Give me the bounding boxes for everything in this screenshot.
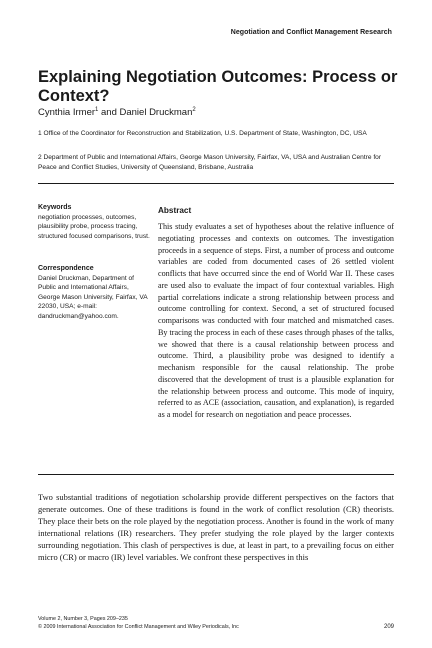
author-conjunction: and: [98, 107, 120, 118]
footer-volume: Volume 2, Number 3, Pages 209–235: [38, 616, 128, 622]
author-superscript: 1: [95, 107, 99, 113]
author-name: Daniel Druckman: [119, 107, 193, 118]
divider-top: [38, 183, 394, 184]
keywords-block: [38, 203, 150, 241]
abstract-heading: Abstract: [158, 206, 192, 215]
affiliation-2: 2 Department of Public and International Affairs, George Mason University, Fairfax, VA, USA and Australian Centre for Peace and Conflict Studies, University of Queensland, Brisbane, Australia: [38, 154, 382, 171]
footer-copyright: © 2009 International Association for Conflict Management and Wiley Periodicals, Inc: [38, 623, 239, 630]
divider-bottom: [38, 474, 394, 475]
author-name: Cynthia Irmer: [38, 107, 96, 118]
abstract-text: This study evaluates a set of hypotheses about the relative influence of negotiating processes and contexts on outcomes. The investigation proceeds in a sequence of steps. First, a number of process and outcome variables are coded from documented cases of 26 settled violent conflicts that have occurred since the end of World War II. These cases are used also to evaluate the impact of four contextual variables. High partial correlations indicate a strong relationship between process and outcome controlling for context. Second, a set of structured focused comparisons was conducted with four matched and mismatched cases. By tracing the process in each of these cases through phases of the talks, we showed that there is a causal relationship between process and outcome. Third, a plausibility probe was designed to identify a mechanism responsible for the causal relationship. The probe discovered that the development of trust is a plausible explanation for the relationship between process and outcome. This mode of inquiry, referred to as ACE (association, causation, and explanation), is regarded as a model for research on negotiation and peace processes.: [158, 222, 394, 419]
correspondence-heading: Correspondence: [38, 265, 94, 272]
article-title: Explaining Negotiation Outcomes: Process or Context?: [38, 68, 398, 105]
author-line: [38, 107, 196, 118]
author-superscript: 2: [192, 107, 196, 113]
page-footer: [38, 616, 394, 631]
keywords-heading: Keywords: [38, 204, 72, 211]
affiliation-1: 1 Office of the Coordinator for Reconstruction and Stabilization, U.S. Department of State, Washington, DC, USA: [38, 130, 367, 137]
correspondence-block: [38, 264, 150, 322]
running-head: Negotiation and Conflict Management Research: [230, 29, 392, 36]
body-paragraph: Two substantial traditions of negotiation scholarship provide different perspectives on the factors that generate outcomes. One of these traditions is found in the work of conflict resolution (CR) theorists. They place their bets on the role played by the negotiation process. Another is found in the work of many international relations (IR) researchers. They prefer studying the role played by the larger contexts surrounding negotiation. This clash of perspectives is due, at least in part, to a prevailing focus on either micro (CR) or macro (IR) level variables. We confront these perspectives in this: [38, 492, 394, 563]
correspondence-text: Daniel Druckman, Department of Public and International Affairs, George Mason University, Fairfax, VA 22030, USA; e-mail: dandruckman@yahoo.com.: [38, 274, 148, 320]
abstract-block: [158, 206, 394, 421]
page-number: 209: [383, 623, 394, 630]
keywords-text: negotiation processes, outcomes, plausibility probe, process tracing, structured focused comparisons, trust.: [38, 213, 150, 240]
